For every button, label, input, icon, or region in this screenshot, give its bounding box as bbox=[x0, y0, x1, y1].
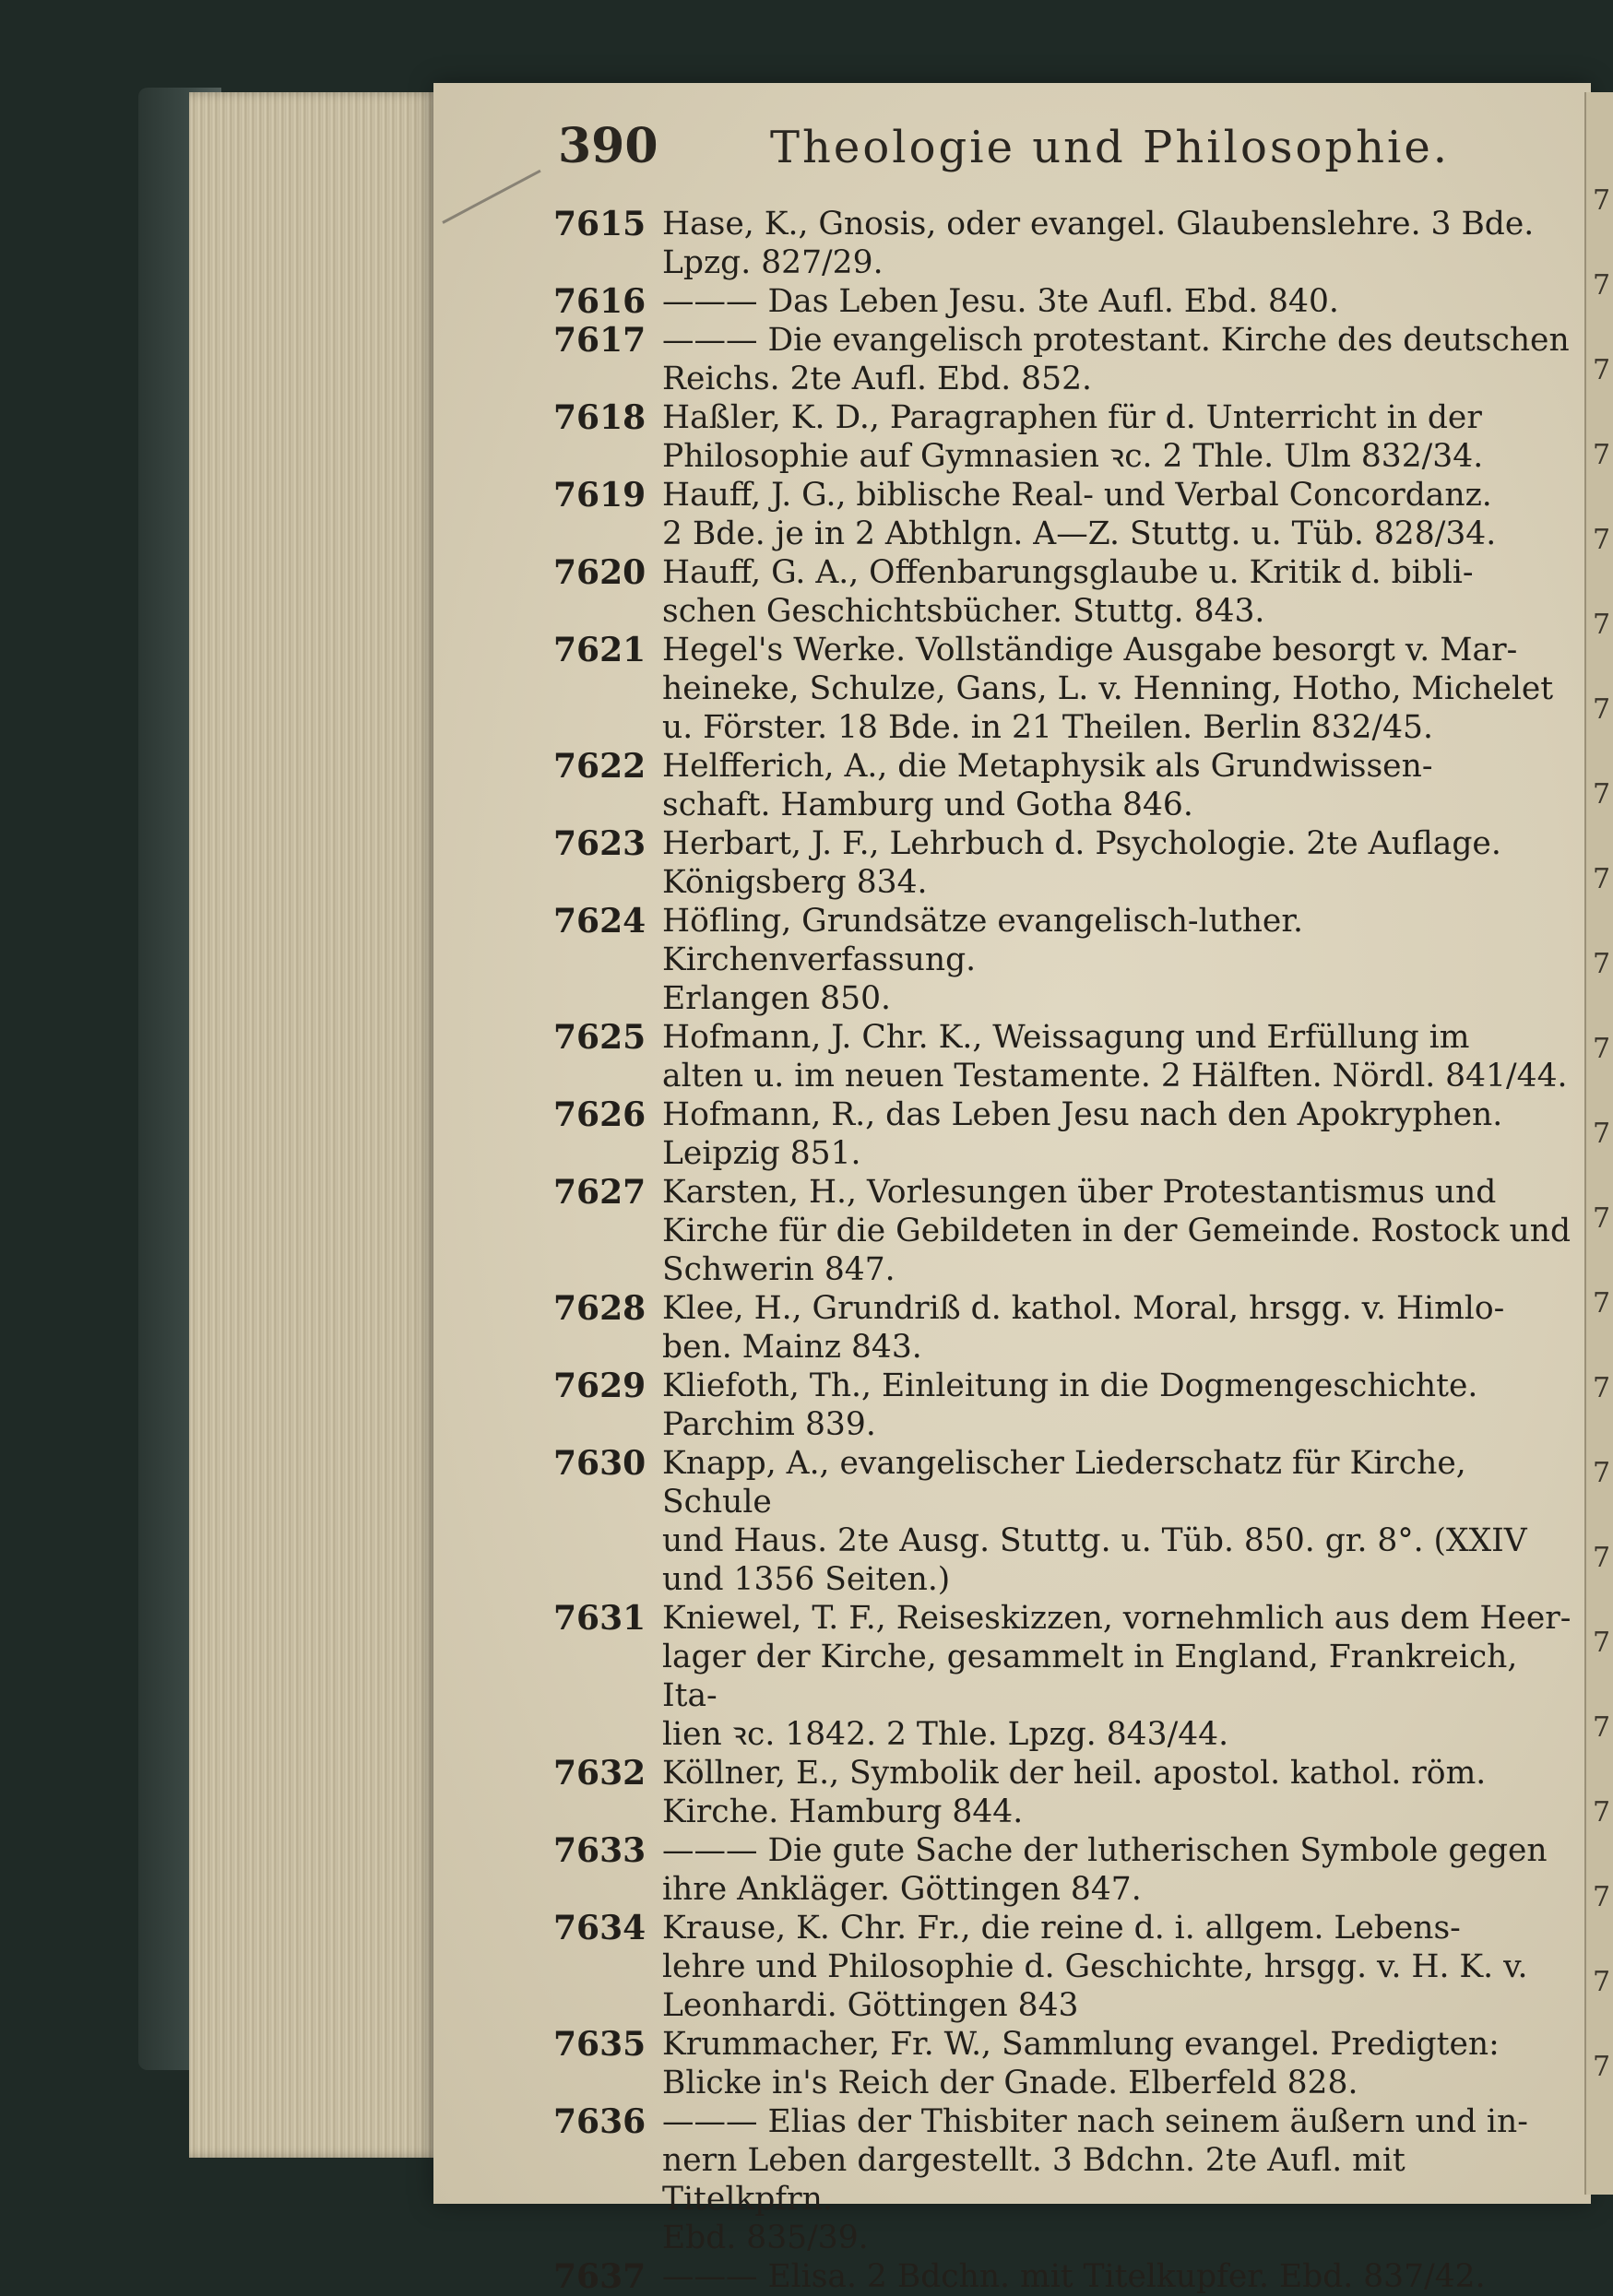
catalog-entry bbox=[553, 282, 1572, 321]
catalog-entry bbox=[553, 1831, 1572, 1909]
next-page-number-fragment: 7 bbox=[1593, 184, 1611, 217]
entry-number: 7636 bbox=[553, 2102, 646, 2141]
catalog-entry bbox=[553, 2257, 1572, 2296]
entry-number: 7629 bbox=[553, 1367, 646, 1405]
entry-text: Hase, K., Gnosis, oder evangel. Glaubenslehre. 3 Bde. Lpzg. 827/29. bbox=[662, 206, 1535, 281]
next-page-number-fragment: 7 bbox=[1593, 1966, 1611, 1998]
next-page-number-fragment: 7 bbox=[1593, 1627, 1611, 1659]
catalog-entry bbox=[553, 2025, 1572, 2102]
next-page-number-fragment: 7 bbox=[1593, 1372, 1611, 1404]
next-page-number-fragment: 7 bbox=[1593, 863, 1611, 895]
entry-text: Krause, K. Chr. Fr., die reine d. i. allgem. Lebens- lehre und Philosophie d. Geschichte, hrsgg. v. H. K. v. Leonhardi. Göttingen 843 bbox=[662, 1910, 1528, 2024]
entry-number: 7626 bbox=[553, 1095, 646, 1134]
next-page-number-fragment: 7 bbox=[1593, 778, 1611, 811]
entry-text: ——— Die gute Sache der lutherischen Symbole gegen ihre Ankläger. Göttingen 847. bbox=[662, 1832, 1548, 1908]
catalog-entry bbox=[553, 205, 1572, 282]
catalog-entry bbox=[553, 553, 1572, 631]
next-page-number-fragment: 7 bbox=[1593, 693, 1611, 726]
entry-text: Hofmann, J. Chr. K., Weissagung und Erfüllung im alten u. im neuen Testamente. 2 Hälften. Nördl. 841/44. bbox=[662, 1019, 1568, 1095]
entry-text: ——— Elisa. 2 Bdchn. mit Titelkupfer. Ebd. 837/42. bbox=[662, 2258, 1486, 2295]
entry-text: Klee, H., Grundriß d. kathol. Moral, hrsgg. v. Himlo- ben. Mainz 843. bbox=[662, 1290, 1505, 1366]
entry-text: Köllner, E., Symbolik der heil. apostol. kathol. röm. Kirche. Hamburg 844. bbox=[662, 1755, 1487, 1830]
catalog-entries bbox=[553, 205, 1572, 2296]
entry-text: Hofmann, R., das Leben Jesu nach den Apokryphen. Leipzig 851. bbox=[662, 1096, 1503, 1172]
entry-text: Hegel's Werke. Vollständige Ausgabe besorgt v. Mar- heineke, Schulze, Gans, L. v. Henning, Hotho, Michelet u. Förster. 18 Bde. in 21 Theilen. Berlin 832/45. bbox=[662, 632, 1554, 746]
catalog-entry bbox=[553, 398, 1572, 476]
catalog-entry bbox=[553, 824, 1572, 902]
catalog-entry bbox=[553, 747, 1572, 824]
next-page-number-fragment: 7 bbox=[1593, 948, 1611, 980]
catalog-entry bbox=[553, 1909, 1572, 2025]
entry-number: 7630 bbox=[553, 1444, 646, 1483]
entry-text: Haßler, K. D., Paragraphen für d. Unterricht in der Philosophie auf Gymnasien ꝛc. 2 Thle. Ulm 832/34. bbox=[662, 399, 1484, 475]
entry-text: Kniewel, T. F., Reiseskizzen, vornehmlich aus dem Heer- lager der Kirche, gesammelt in England, Frankreich, Ita- lien ꝛc. 1842. 2 Thle. Lpzg. 843/44. bbox=[662, 1600, 1571, 1753]
next-page-number-fragment: 7 bbox=[1593, 524, 1611, 556]
catalog-entry bbox=[553, 631, 1572, 747]
next-page-number-fragment: 7 bbox=[1593, 1457, 1611, 1489]
catalog-entry bbox=[553, 1095, 1572, 1173]
page-number: 390 bbox=[558, 118, 658, 174]
entry-number: 7623 bbox=[553, 824, 646, 863]
entry-text: Höfling, Grundsätze evangelisch-luther. Kirchenverfassung. Erlangen 850. bbox=[662, 903, 1304, 1017]
entry-number: 7628 bbox=[553, 1289, 646, 1328]
entry-number: 7627 bbox=[553, 1173, 646, 1212]
catalog-entry bbox=[553, 476, 1572, 553]
entry-text: Hauff, G. A., Offenbarungsglaube u. Kritik d. bibli- schen Geschichtsbücher. Stuttg. 843. bbox=[662, 554, 1474, 630]
next-page-number-fragment: 7 bbox=[1593, 1881, 1611, 1913]
next-page-number-fragment: 7 bbox=[1593, 1542, 1611, 1574]
entry-number: 7620 bbox=[553, 553, 646, 592]
next-page-number-fragment: 7 bbox=[1593, 269, 1611, 302]
next-page-number-fragment: 7 bbox=[1593, 439, 1611, 471]
entry-number: 7637 bbox=[553, 2257, 646, 2296]
entry-number: 7617 bbox=[553, 321, 646, 360]
entry-number: 7631 bbox=[553, 1599, 646, 1638]
page-edges bbox=[189, 92, 438, 2158]
catalog-entry bbox=[553, 1754, 1572, 1831]
entry-number: 7615 bbox=[553, 205, 646, 243]
catalog-entry bbox=[553, 1599, 1572, 1754]
catalog-entry bbox=[553, 1367, 1572, 1444]
next-page-number-fragment: 7 bbox=[1593, 1033, 1611, 1065]
next-page-number-fragment: 7 bbox=[1593, 1118, 1611, 1150]
entry-text: Kliefoth, Th., Einleitung in die Dogmengeschichte. Parchim 839. bbox=[662, 1367, 1478, 1443]
entry-number: 7633 bbox=[553, 1831, 646, 1870]
entry-text: Hauff, J. G., biblische Real- und Verbal Concordanz. 2 Bde. je in 2 Abthlgn. A—Z. Stuttg. u. Tüb. 828/34. bbox=[662, 477, 1497, 552]
entry-number: 7635 bbox=[553, 2025, 646, 2064]
entry-number: 7625 bbox=[553, 1018, 646, 1057]
catalog-entry bbox=[553, 1444, 1572, 1599]
catalog-entry bbox=[553, 321, 1572, 398]
next-page-number-fragment: 7 bbox=[1593, 1711, 1611, 1744]
entry-number: 7616 bbox=[553, 282, 646, 321]
entry-number: 7622 bbox=[553, 747, 646, 786]
entry-number: 7632 bbox=[553, 1754, 646, 1793]
next-page-number-fragment: 7 bbox=[1593, 1202, 1611, 1235]
next-page-number-fragment: 7 bbox=[1593, 1287, 1611, 1320]
entry-text: Knapp, A., evangelischer Liederschatz für Kirche, Schule und Haus. 2te Ausg. Stuttg. u. Tüb. 850. gr. 8°. (XXIV und 1356 Seiten.) bbox=[662, 1445, 1527, 1598]
entry-number: 7624 bbox=[553, 902, 646, 941]
entry-text: ——— Die evangelisch protestant. Kirche des deutschen Reichs. 2te Aufl. Ebd. 852. bbox=[662, 322, 1570, 397]
catalog-entry bbox=[553, 1018, 1572, 1095]
entry-number: 7619 bbox=[553, 476, 646, 515]
next-page-number-fragment: 7 bbox=[1593, 609, 1611, 641]
catalog-entry bbox=[553, 2102, 1572, 2257]
entry-text: ——— Elias der Thisbiter nach seinem äußern und in- nern Leben dargestellt. 3 Bdchn. 2te Aufl. mit Titelkpfrn. Ebd. 835/39. bbox=[662, 2103, 1528, 2256]
next-page-number-fragment: 7 bbox=[1593, 2051, 1611, 2083]
catalog-entry bbox=[553, 1173, 1572, 1289]
page-title: Theologie und Philosophie. bbox=[770, 122, 1451, 173]
next-page-number-fragment: 7 bbox=[1593, 1796, 1611, 1829]
entry-text: Herbart, J. F., Lehrbuch d. Psychologie. 2te Auflage. Königsberg 834. bbox=[662, 825, 1501, 901]
entry-text: Karsten, H., Vorlesungen über Protestantismus und Kirche für die Gebildeten in der Gemeinde. Rostock und Schwerin 847. bbox=[662, 1174, 1571, 1288]
entry-number: 7618 bbox=[553, 398, 646, 437]
entry-text: ——— Das Leben Jesu. 3te Aufl. Ebd. 840. bbox=[662, 283, 1339, 320]
catalog-entry bbox=[553, 902, 1572, 1018]
entry-number: 7634 bbox=[553, 1909, 646, 1947]
catalog-entry bbox=[553, 1289, 1572, 1367]
page-header bbox=[558, 118, 1591, 192]
entry-text: Helfferich, A., die Metaphysik als Grundwissen- schaft. Hamburg und Gotha 846. bbox=[662, 748, 1433, 823]
entry-number: 7621 bbox=[553, 631, 646, 669]
entry-text: Krummacher, Fr. W., Sammlung evangel. Predigten: Blicke in's Reich der Gnade. Elberfeld 828. bbox=[662, 2026, 1500, 2101]
next-page-number-fragment: 7 bbox=[1593, 354, 1611, 386]
